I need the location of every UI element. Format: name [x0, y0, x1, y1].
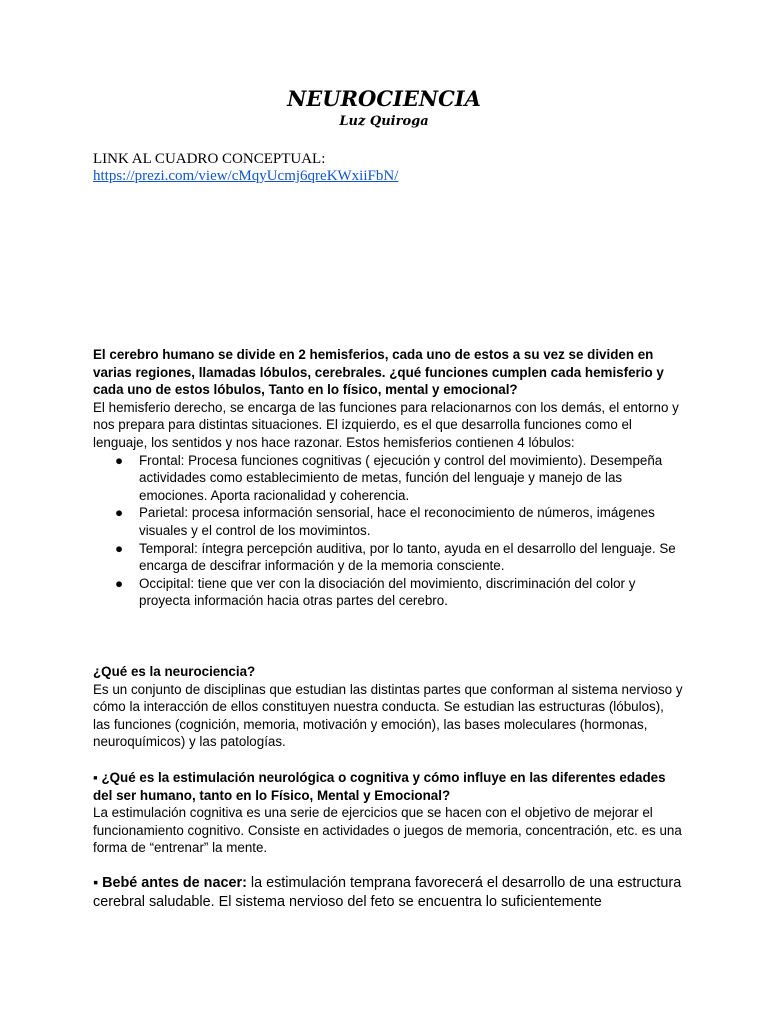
bullet-icon: ●	[115, 505, 124, 521]
lobe-frontal-text: Frontal: Procesa funciones cognitivas ( ejecución y control del movimiento). Desempeña actividades como establecimiento de metas, función del lenguaje y manejo de las emociones. Aporta racionalidad y coherencia.	[139, 452, 663, 503]
section-hemispheres	[93, 346, 683, 610]
section-baby	[93, 874, 683, 912]
bullet-icon: ●	[115, 540, 124, 556]
section-body: La estimulación cognitiva es una serie de ejercicios que se hacen con el objetivo de mejorar el funcionamiento cognitivo. Consiste en actividades o juegos de memoria, concentración, etc. es una forma de “entrenar” la mente.	[93, 805, 682, 856]
prezi-link[interactable]: https://prezi.com/view/cMqyUcmj6qreKWxiiFbN/	[93, 168, 399, 184]
list-item	[93, 452, 683, 505]
lobes-list	[93, 452, 683, 610]
list-item	[93, 575, 683, 610]
section-body: la estimulación temprana favorecerá el desarrollo de una estructura cerebral saludable. El sistema nervioso del feto se encuentra lo suficientemente	[93, 875, 682, 910]
lobe-parietal-text: Parietal: procesa información sensorial, hace el reconocimiento de números, imágenes visuales y el control de los movimintos.	[139, 505, 655, 538]
lobe-temporal-text: Temporal: íntegra percepción auditiva, por lo tanto, ayuda en el desarrollo del lenguaje. Se encarga de descifrar información y de la memoria consciente.	[139, 540, 676, 574]
list-item	[93, 504, 683, 539]
section-question: ¿Qué es la neurociencia?	[93, 664, 256, 679]
bullet-icon: ●	[115, 452, 124, 468]
section-stimulation	[93, 769, 683, 857]
document-author: Luz Quiroga	[339, 114, 429, 129]
section-body: El hemisferio derecho, se encarga de las funciones para relacionarnos con los demás, el entorno y nos prepara para distintas situaciones. El izquierdo, es el que desarrolla funciones como el lenguaje, los sentidos y nos hace razonar. Estos hemisferios contienen 4 lóbulos:	[93, 399, 679, 450]
section-body: Es un conjunto de disciplinas que estudian las distintas partes que conforman al sistema nervioso y cómo la interacción de ellos constituyen nuestra conducta. Se estudian las estructuras (lóbulos), las funciones (cognición, memoria, motivación y emoción), las bases moleculares (hormonas, neuroquímicos) y las patologías.	[93, 681, 683, 750]
document-title: NEUROCIENCIA	[287, 86, 481, 111]
section-question: ▪ ¿Qué es la estimulación neurológica o cognitiva y cómo influye en las diferentes edades del ser humano, tanto en lo Físico, Mental y Emocional?	[93, 770, 666, 803]
section-lead: ▪ Bebé antes de nacer:	[93, 875, 247, 891]
section-neuroscience	[93, 663, 683, 751]
bullet-icon: ●	[115, 575, 124, 591]
list-item	[93, 540, 683, 575]
lobe-occipital-text: Occipital: tiene que ver con la disociación del movimiento, discriminación del color y proyecta información hacia otras partes del cerebro.	[139, 575, 636, 609]
link-label: LINK AL CUADRO CONCEPTUAL:	[93, 151, 326, 167]
section-question: El cerebro humano se divide en 2 hemisferios, cada uno de estos a su vez se dividen en varias regiones, llamadas lóbulos, cerebrales. ¿qué funciones cumplen cada hemisferio y cada uno de estos lóbulos, Tanto en lo físico, mental y emocional?	[93, 347, 664, 398]
